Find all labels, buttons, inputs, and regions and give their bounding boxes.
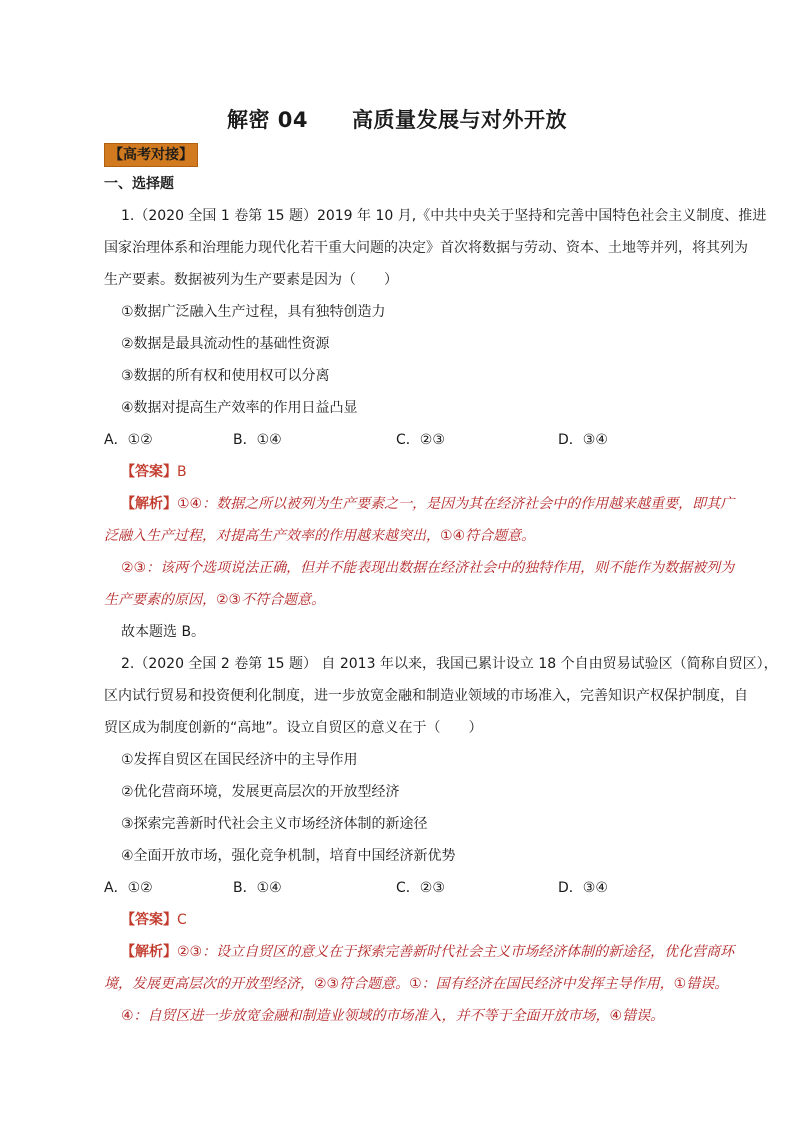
q1-option-a: A．①② — [104, 432, 153, 448]
q1-analysis-label: 【解析】 — [121, 496, 177, 512]
q1-stem-line-3: 生产要素。数据被列为生产要素是因为（ ） — [104, 272, 398, 288]
q1-analysis-line-1 — [121, 494, 734, 514]
q2-answer — [121, 910, 187, 930]
q1-option-b: B．①④ — [233, 432, 282, 448]
q2-item-2: ②优化营商环境，发展更高层次的开放型经济 — [121, 784, 400, 800]
q1-analysis-line-3: ②③：该两个选项说法正确，但并不能表现出数据在经济社会中的独特作用，则不能作为数据被列为 — [121, 560, 735, 576]
q2-item-3: ③探索完善新时代社会主义市场经济体制的新途径 — [121, 816, 428, 832]
q1-answer-label: 【答案】 — [121, 464, 177, 480]
q2-answer-label: 【答案】 — [121, 912, 177, 928]
q1-stem-line-1: 1.（2020 全国 1 卷第 15 题）2019 年 10 月,《中共中央关于坚持和完善中国特色社会主义制度、推进 — [121, 208, 767, 224]
page-title — [0, 104, 794, 134]
q1-stem-line-2: 国家治理体系和治理能力现代化若干重大问题的决定》首次将数据与劳动、资本、土地等并列，将其列为 — [104, 240, 748, 256]
q2-option-c: C．②③ — [396, 880, 445, 896]
q2-analysis-line-3: ④：自贸区进一步放宽金融和制造业领域的市场准入，并不等于全面开放市场，④错误。 — [121, 1008, 665, 1024]
q2-stem-line-2: 区内试行贸易和投资便利化制度，进一步放宽金融和制造业领域的市场准入，完善知识产权保护制度，自 — [104, 688, 748, 704]
q1-analysis-line-2: 泛融入生产过程，对提高生产效率的作用越来越突出，①④符合题意。 — [104, 528, 536, 544]
q1-item-3: ③数据的所有权和使用权可以分离 — [121, 368, 330, 384]
q2-analysis-line-1 — [121, 942, 734, 962]
q2-option-b: B．①④ — [233, 880, 282, 896]
q2-answer-value: C — [177, 912, 187, 928]
q2-stem-line-1: 2.（2020 全国 2 卷第 15 题） 自 2013 年以来，我国已累计设立 18 个自由贸易试验区（简称自贸区）， — [121, 656, 778, 672]
q1-answer-value: B — [177, 464, 187, 480]
q1-option-d: D．③④ — [558, 432, 608, 448]
title-code: 解密 04 — [226, 108, 309, 132]
q1-option-c: C．②③ — [396, 432, 445, 448]
q2-item-1: ①发挥自贸区在国民经济中的主导作用 — [121, 752, 358, 768]
q2-option-a: A．①② — [104, 880, 153, 896]
q2-stem-line-3: 贸区成为制度创新的“高地”。设立自贸区的意义在于（ ） — [104, 720, 483, 736]
q2-option-d: D．③④ — [558, 880, 608, 896]
title-topic: 高质量发展与对外开放 — [352, 108, 568, 132]
q1-analysis-text-1: ①④：数据之所以被列为生产要素之一，是因为其在经济社会中的作用越来越重要，即其广 — [177, 496, 735, 512]
q1-analysis-line-4: 生产要素的原因，②③不符合题意。 — [104, 592, 326, 608]
q2-analysis-label: 【解析】 — [121, 944, 177, 960]
q2-analysis-text-1: ②③：设立自贸区的意义在于探索完善新时代社会主义市场经济体制的新途径，优化营商环 — [177, 944, 735, 960]
q2-analysis-line-2: 境，发展更高层次的开放型经济，②③符合题意。①：国有经济在国民经济中发挥主导作用，①错误。 — [104, 976, 729, 992]
q1-item-4: ④数据对提高生产效率的作用日益凸显 — [121, 400, 358, 416]
q1-answer — [121, 462, 187, 482]
q1-item-1: ①数据广泛融入生产过程，具有独特创造力 — [121, 304, 386, 320]
q2-item-4: ④全面开放市场，强化竞争机制，培育中国经济新优势 — [121, 848, 456, 864]
section-heading: 一、选择题 — [104, 176, 174, 192]
section-tag: 【高考对接】 — [104, 143, 198, 167]
q1-conclusion: 故本题选 B。 — [121, 624, 206, 640]
q1-item-2: ②数据是最具流动性的基础性资源 — [121, 336, 330, 352]
